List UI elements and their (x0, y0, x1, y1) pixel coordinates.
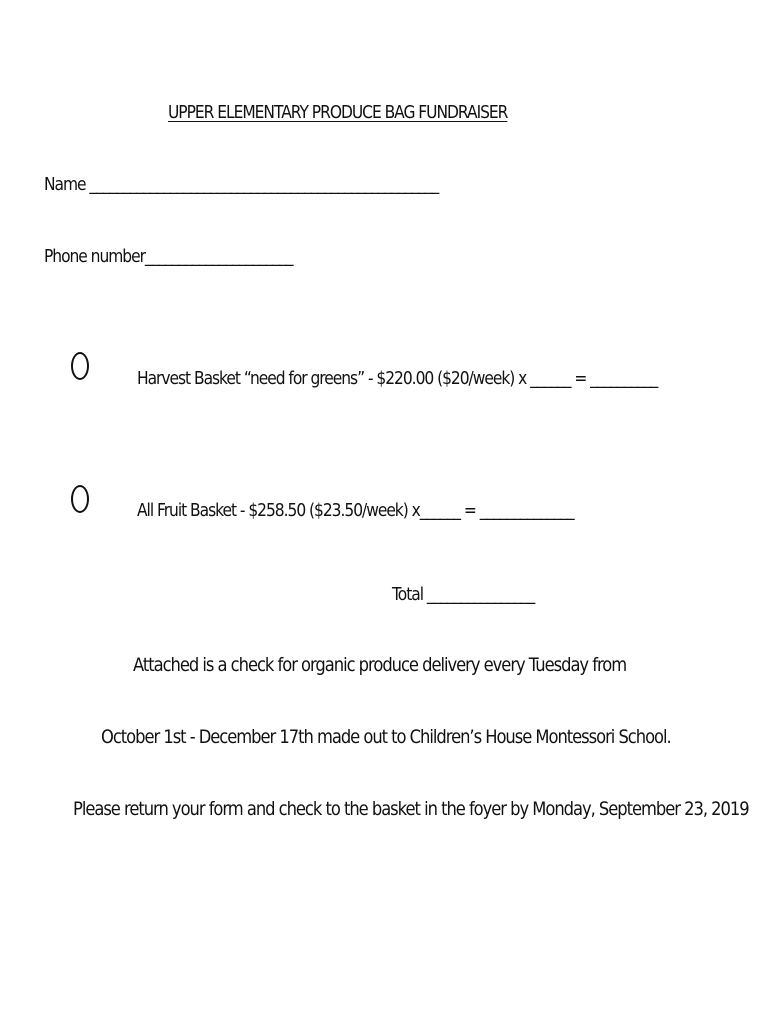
total-field[interactable]: Total ________________ (392, 584, 535, 605)
phone-number-field[interactable]: Phone number______________________ (44, 246, 293, 267)
harvest-basket-radio[interactable] (71, 352, 89, 380)
note-delivery-dates-line: October 1st - December 17th made out to Children’s House Montessori School. (101, 726, 671, 748)
harvest-basket-option: Harvest Basket “need for greens” - $220.00 ($20/week) x ______ = __________ (137, 368, 658, 389)
all-fruit-basket-radio[interactable] (71, 485, 89, 513)
name-field[interactable]: Name ____________________________________________________ (44, 174, 439, 195)
note-return-instructions-line: Please return your form and check to the basket in the foyer by Monday, September 23, 2019 (73, 798, 749, 820)
all-fruit-basket-option: All Fruit Basket - $258.50 ($23.50/week) x______ = ______________ (137, 500, 574, 521)
note-check-line: Attached is a check for organic produce delivery every Tuesday from (133, 654, 627, 676)
form-title: UPPER ELEMENTARY PRODUCE BAG FUNDRAISER (168, 102, 508, 123)
